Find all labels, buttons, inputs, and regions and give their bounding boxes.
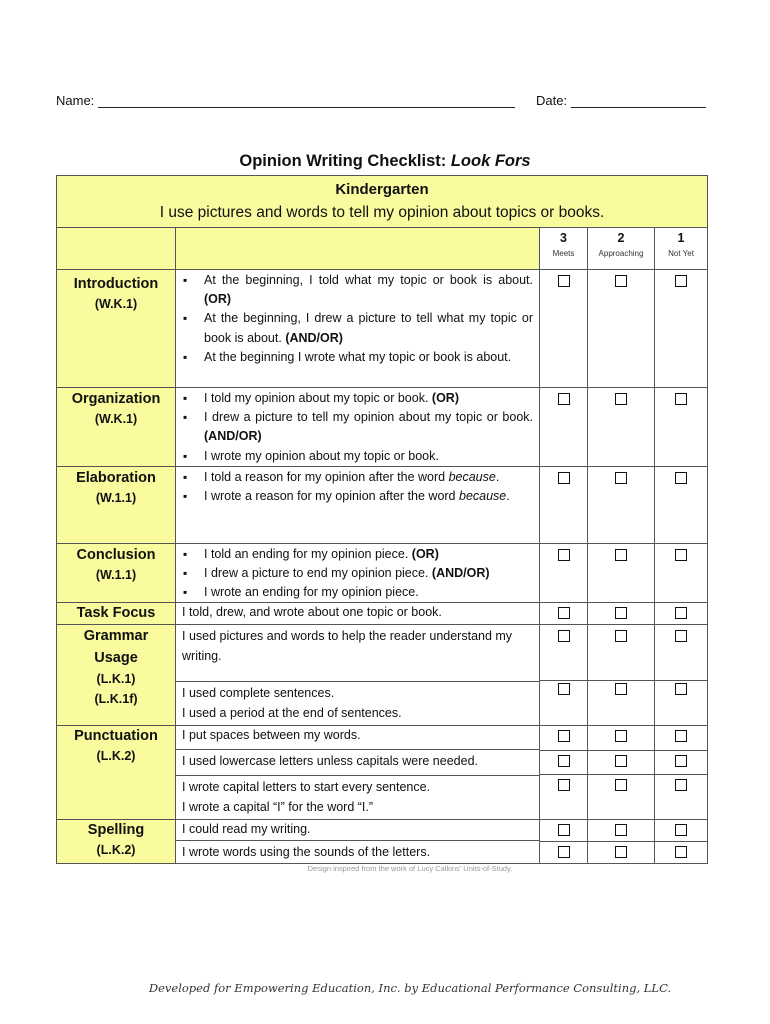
checkbox-elaboration-2[interactable] bbox=[615, 472, 627, 484]
skill-conclusion bbox=[57, 543, 176, 603]
skill-code: (W.1.1) bbox=[95, 567, 137, 582]
col-meets bbox=[540, 228, 588, 270]
checkbox-introduction-1[interactable] bbox=[675, 275, 687, 287]
skill-task-focus bbox=[57, 603, 176, 625]
cell-punctuation-2 bbox=[588, 726, 655, 820]
cell-grammar-2 bbox=[588, 625, 655, 726]
name-label: Name: bbox=[56, 93, 95, 108]
checkbox-grammar-3[interactable] bbox=[558, 630, 570, 642]
checkbox-usage-1[interactable] bbox=[675, 683, 687, 695]
col-approaching bbox=[588, 228, 655, 270]
checkbox-punct-a-3[interactable] bbox=[558, 730, 570, 742]
col-meets-label: Meets bbox=[552, 249, 575, 258]
title-main: Opinion Writing Checklist: bbox=[239, 152, 447, 170]
desc-conclusion bbox=[176, 543, 540, 603]
skill-organization bbox=[57, 388, 176, 467]
skill-name: Organization bbox=[71, 391, 161, 407]
column-header-row bbox=[57, 228, 708, 270]
skill-code-2: (L.K.1f) bbox=[94, 692, 138, 707]
cell-spelling-1 bbox=[655, 820, 708, 863]
skill-name: Elaboration bbox=[76, 469, 156, 486]
skill-code: (L.K.2) bbox=[96, 749, 136, 764]
skill-code: (L.K.2) bbox=[96, 843, 136, 858]
checkbox-organization-3[interactable] bbox=[558, 393, 570, 405]
desc-task-focus bbox=[176, 603, 540, 625]
row-text: I wrote capital letters to start every sentence. bbox=[182, 780, 431, 795]
banner-subtitle: I use pictures and words to tell my opinion about topics or books. bbox=[159, 204, 605, 221]
checkbox-punct-c-3[interactable] bbox=[558, 779, 570, 791]
checkbox-grammar-2[interactable] bbox=[615, 630, 627, 642]
skill-name: Task Focus bbox=[76, 605, 156, 622]
skill-grammar-usage bbox=[57, 625, 176, 726]
table-row bbox=[57, 820, 708, 863]
date-label: Date: bbox=[536, 93, 568, 108]
row-text: I wrote a capital “I” for the word “I.” bbox=[182, 799, 374, 814]
skill-name-2: Usage bbox=[94, 650, 138, 667]
row-text: I used lowercase letters unless capitals were needed. bbox=[176, 750, 539, 776]
checkbox-usage-3[interactable] bbox=[558, 683, 570, 695]
checkbox-conclusion-2[interactable] bbox=[615, 549, 627, 561]
skill-punctuation bbox=[57, 726, 176, 820]
desc-punctuation bbox=[176, 726, 540, 820]
col-approaching-num: 2 bbox=[617, 231, 625, 245]
checkbox-spell-b-1[interactable] bbox=[675, 846, 687, 858]
skill-code: (L.K.1) bbox=[96, 672, 136, 687]
checkbox-task-focus-2[interactable] bbox=[615, 607, 627, 619]
checkbox-punct-a-1[interactable] bbox=[675, 730, 687, 742]
table-row bbox=[57, 625, 708, 726]
cell-punctuation-3 bbox=[540, 726, 588, 820]
checkbox-task-focus-3[interactable] bbox=[558, 607, 570, 619]
grade-level: Kindergarten bbox=[335, 181, 429, 198]
checkbox-elaboration-3[interactable] bbox=[558, 472, 570, 484]
list-item: ▪ I told my opinion about my topic or book. (OR) bbox=[182, 389, 533, 408]
skill-name: Conclusion bbox=[76, 546, 156, 563]
skill-spelling bbox=[57, 820, 176, 863]
table-row bbox=[57, 543, 708, 603]
checklist-table bbox=[56, 175, 708, 864]
list-item: ▪ I told an ending for my opinion piece. (OR) bbox=[182, 545, 533, 564]
row-text: I wrote words using the sounds of the letters. bbox=[182, 845, 431, 860]
list-item: ▪ At the beginning, I drew a picture to tell what my topic or book is about. (AND/OR) bbox=[182, 309, 533, 347]
checkbox-organization-1[interactable] bbox=[675, 393, 687, 405]
checkbox-spell-a-1[interactable] bbox=[675, 824, 687, 836]
col-notyet-num: 1 bbox=[677, 231, 685, 245]
col-meets-num: 3 bbox=[560, 231, 567, 245]
list-item: ▪ I wrote a reason for my opinion after the word because. bbox=[182, 487, 533, 506]
table-row bbox=[57, 466, 708, 543]
checkbox-grammar-1[interactable] bbox=[675, 630, 687, 642]
checkbox-punct-a-2[interactable] bbox=[615, 730, 627, 742]
desc-grammar-usage bbox=[176, 625, 540, 726]
checkbox-spell-a-3[interactable] bbox=[558, 824, 570, 836]
checkbox-conclusion-3[interactable] bbox=[558, 549, 570, 561]
checkbox-punct-c-2[interactable] bbox=[615, 779, 627, 791]
desc-elaboration bbox=[176, 466, 540, 543]
col-approaching-label: Approaching bbox=[598, 249, 644, 258]
checkbox-conclusion-1[interactable] bbox=[675, 549, 687, 561]
desc-spelling bbox=[176, 820, 540, 863]
skill-name: Spelling bbox=[87, 822, 145, 839]
skill-elaboration bbox=[57, 466, 176, 543]
checkbox-punct-b-1[interactable] bbox=[675, 755, 687, 767]
date-line[interactable] bbox=[571, 93, 706, 108]
col-notyet-label: Not Yet bbox=[668, 249, 694, 258]
name-field[interactable] bbox=[56, 93, 515, 108]
col-notyet bbox=[655, 228, 708, 270]
header-blank-desc bbox=[176, 228, 540, 270]
cell-grammar-1 bbox=[655, 625, 708, 726]
skill-name: Introduction bbox=[73, 276, 159, 292]
title-emph: Look Fors bbox=[450, 152, 531, 170]
cell-punctuation-1 bbox=[655, 726, 708, 820]
row-text: I used pictures and words to help the reader understand my writing. bbox=[176, 625, 539, 682]
checkbox-introduction-3[interactable] bbox=[558, 275, 570, 287]
checkbox-spell-b-2[interactable] bbox=[615, 846, 627, 858]
row-text: I used complete sentences. bbox=[182, 686, 335, 701]
banner bbox=[57, 176, 708, 228]
skill-introduction bbox=[57, 270, 176, 388]
skill-code: (W.K.1) bbox=[94, 297, 138, 311]
list-item: ▪ I drew a picture to tell my opinion about my topic or book. (AND/OR) bbox=[182, 408, 533, 446]
date-field[interactable] bbox=[536, 93, 706, 108]
list-item: ▪ At the beginning I wrote what my topic or book is about. bbox=[182, 348, 533, 367]
banner-row bbox=[57, 176, 708, 228]
checkbox-organization-2[interactable] bbox=[615, 393, 627, 405]
table-row bbox=[57, 388, 708, 467]
checkbox-spell-b-3[interactable] bbox=[558, 846, 570, 858]
checkbox-usage-2[interactable] bbox=[615, 683, 627, 695]
desc-introduction bbox=[176, 270, 540, 388]
page-title bbox=[0, 152, 770, 171]
checkbox-spell-a-2[interactable] bbox=[615, 824, 627, 836]
checkbox-task-focus-1[interactable] bbox=[675, 607, 687, 619]
page-footer: Developed for Empowering Education, Inc. by Educational Performance Consulting, LLC. bbox=[148, 981, 672, 995]
table-row bbox=[57, 726, 708, 820]
checkbox-punct-c-1[interactable] bbox=[675, 779, 687, 791]
row-text: I told, drew, and wrote about one topic or book. bbox=[182, 605, 442, 620]
header-blank-skill bbox=[57, 228, 176, 270]
row-text: I could read my writing. bbox=[176, 820, 539, 841]
desc-organization bbox=[176, 388, 540, 467]
name-line[interactable] bbox=[98, 93, 515, 108]
table-row bbox=[57, 270, 708, 388]
cell-spelling-2 bbox=[588, 820, 655, 863]
list-item: ▪ I drew a picture to end my opinion piece. (AND/OR) bbox=[182, 564, 533, 583]
checkbox-punct-b-2[interactable] bbox=[615, 755, 627, 767]
skill-name: Grammar bbox=[83, 628, 149, 645]
list-item: ▪ I wrote my opinion about my topic or book. bbox=[182, 447, 533, 466]
skill-name: Punctuation bbox=[74, 728, 158, 745]
list-item: ▪ At the beginning, I told what my topic or book is about. (OR) bbox=[182, 271, 533, 309]
cell-spelling-3 bbox=[540, 820, 588, 863]
row-text: I put spaces between my words. bbox=[176, 726, 539, 750]
checkbox-elaboration-1[interactable] bbox=[675, 472, 687, 484]
list-item: ▪ I told a reason for my opinion after the word because. bbox=[182, 468, 533, 487]
list-item: ▪ I wrote an ending for my opinion piece. bbox=[182, 583, 533, 602]
checkbox-introduction-2[interactable] bbox=[615, 275, 627, 287]
cell-grammar-3 bbox=[540, 625, 588, 726]
row-text: I used a period at the end of sentences. bbox=[182, 705, 402, 720]
skill-code: (W.1.1) bbox=[95, 490, 137, 505]
checkbox-punct-b-3[interactable] bbox=[558, 755, 570, 767]
design-credit: Design inspired from the work of Lucy Calkins’ Units-of-Study. bbox=[307, 864, 513, 873]
skill-code: (W.K.1) bbox=[94, 412, 138, 426]
table-row bbox=[57, 603, 708, 625]
